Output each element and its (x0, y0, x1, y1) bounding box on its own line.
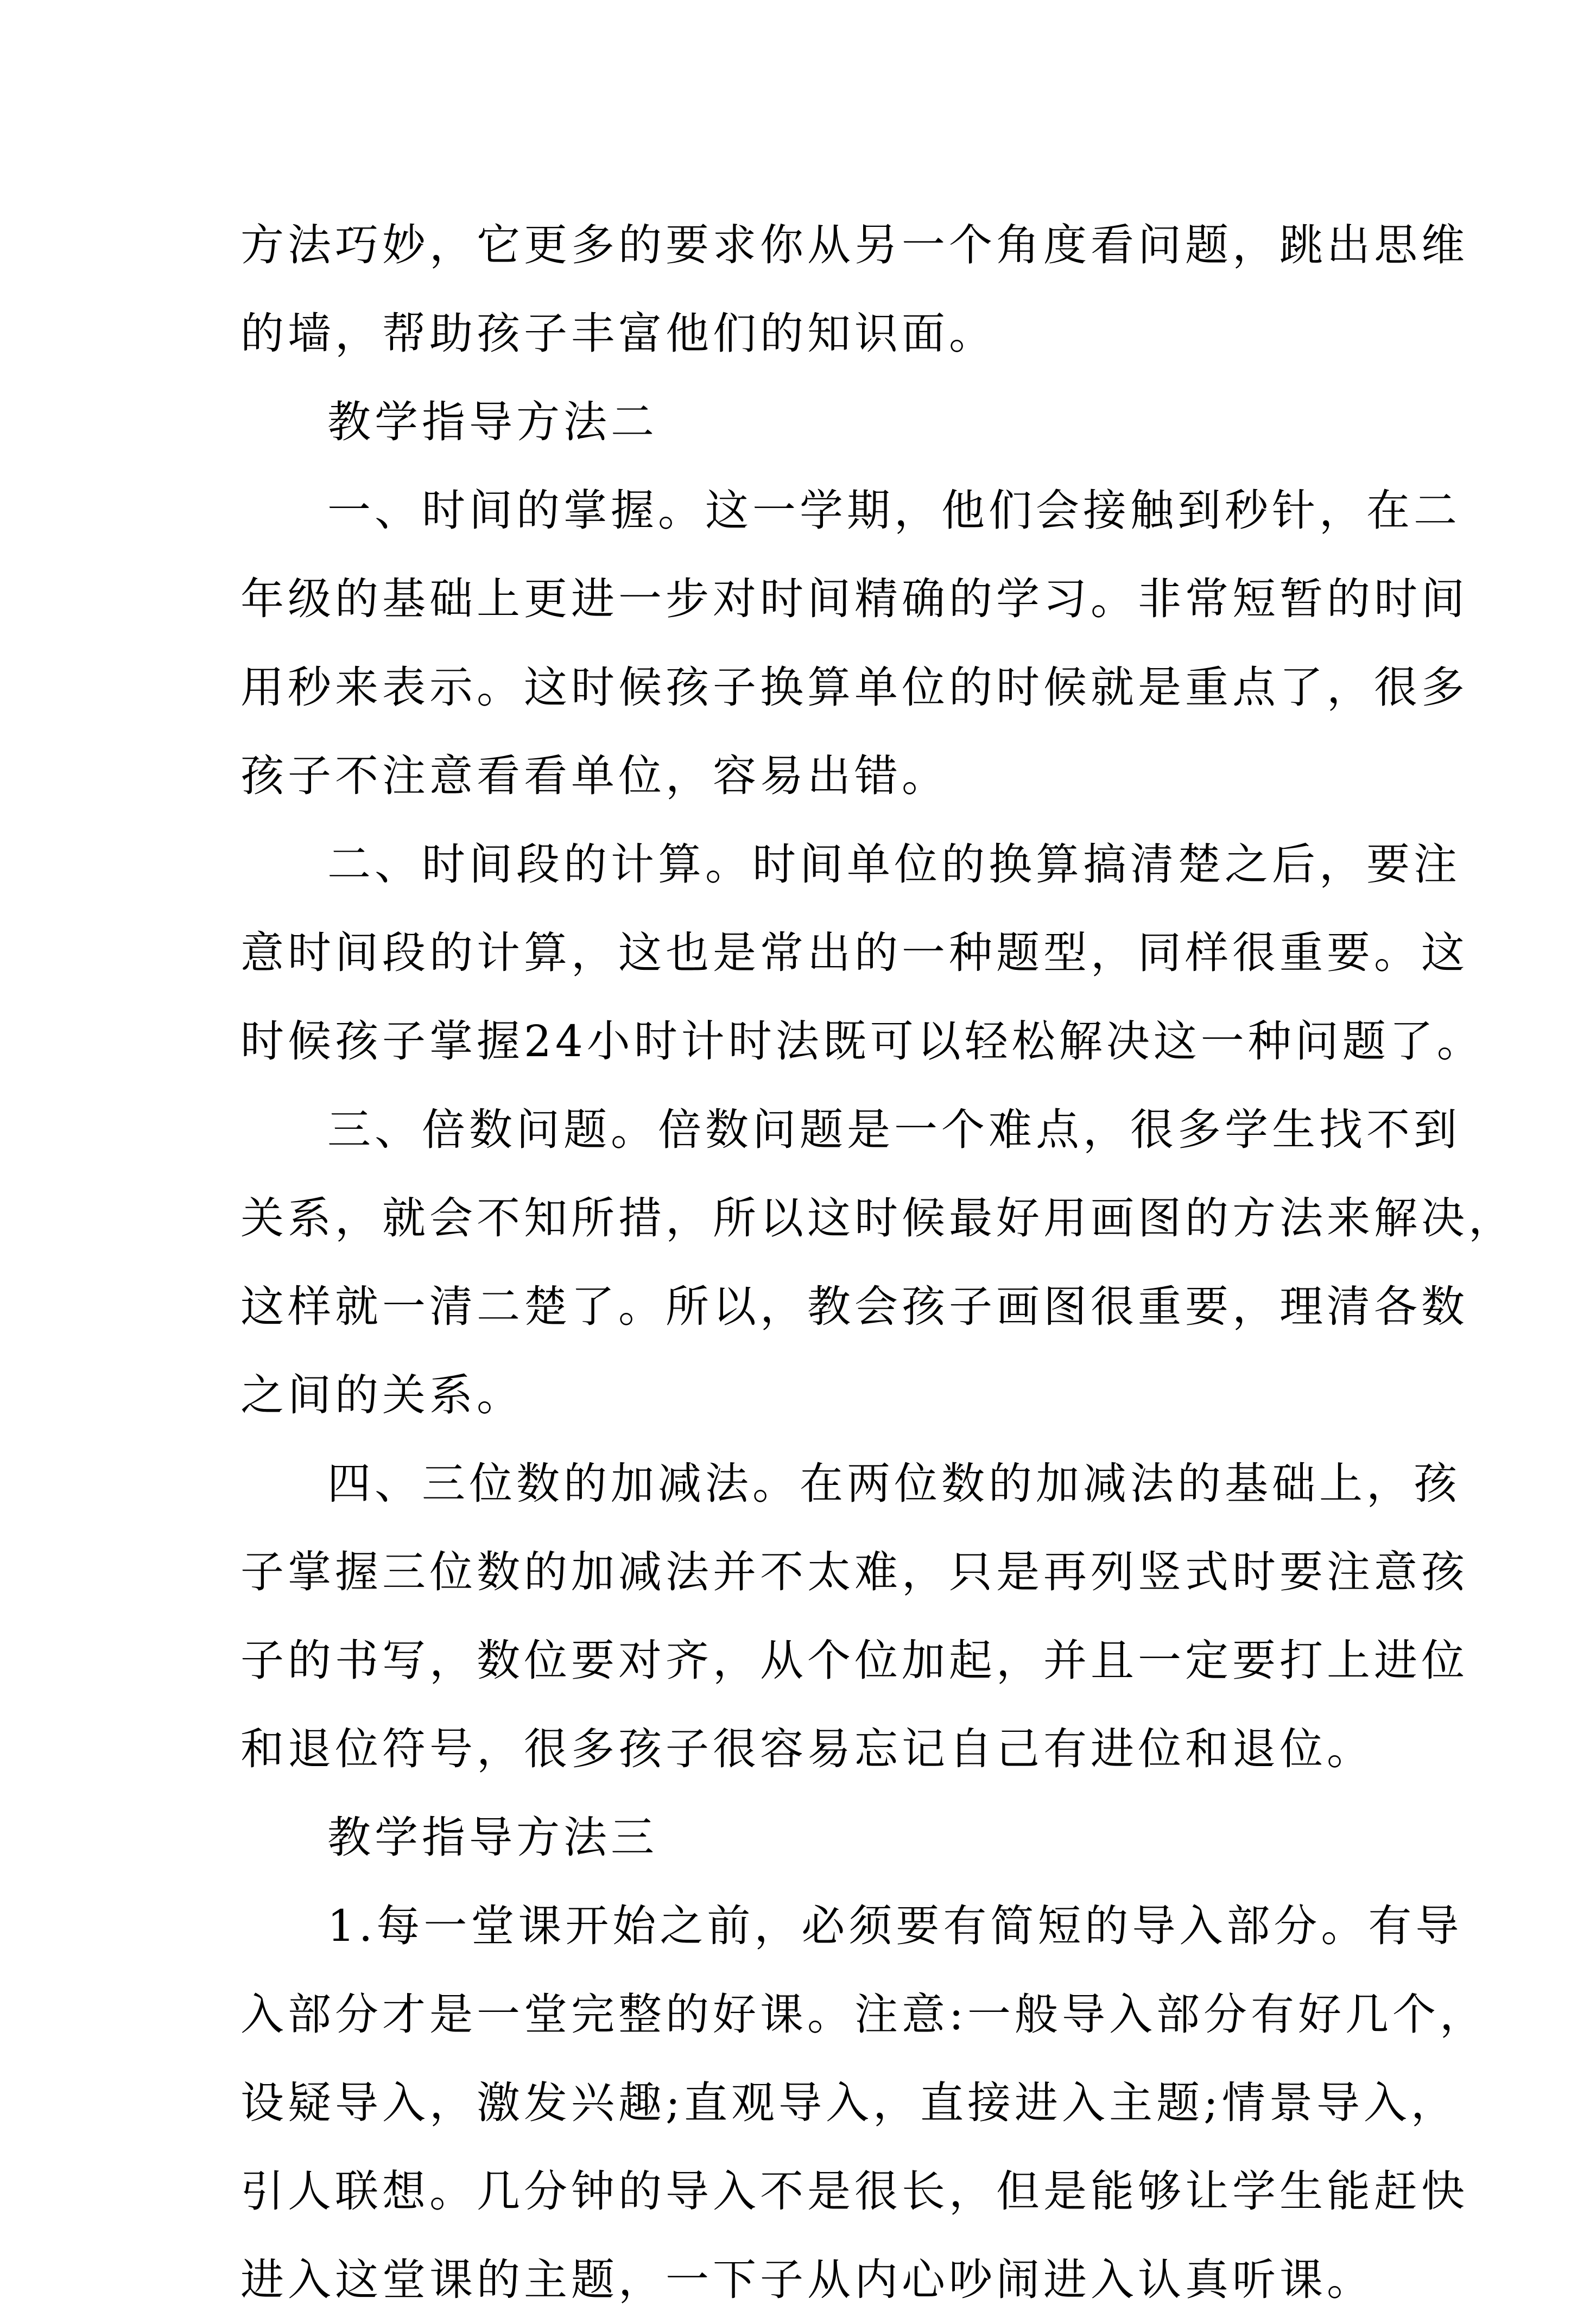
text-line: 入部分才是一堂完整的好课。注意:一般导入部分有好几个， (240, 1989, 1487, 2040)
text-line: 方法巧妙，它更多的要求你从另一个角度看问题，跳出思维 (240, 220, 1468, 270)
text-line: 的墙，帮助孩子丰富他们的知识面。 (240, 308, 996, 359)
text-line: 设疑导入，激发兴趣;直观导入，直接进入主题;情景导入， (240, 2078, 1458, 2128)
section-heading: 教学指导方法二 (327, 397, 658, 447)
text-line: 关系，就会不知所措，所以这时候最好用画图的方法来解决， (240, 1193, 1516, 1243)
text-line: 之间的关系。 (240, 1370, 524, 1420)
text-line: 意时间段的计算，这也是常出的一种题型，同样很重要。这 (240, 928, 1468, 978)
text-line: 孩子不注意看看单位，容易出错。 (240, 751, 949, 801)
text-line: 子掌握三位数的加减法并不太难，只是再列竖式时要注意孩 (240, 1547, 1468, 1597)
paragraph-start: 1.每一堂课开始之前，必须要有简短的导入部分。有导 (327, 1901, 1463, 1951)
document-body (240, 201, 1516, 2324)
paragraph-start: 三、倍数问题。倍数问题是一个难点，很多学生找不到 (327, 1104, 1461, 1155)
text-line: 和退位符号，很多孩子很容易忘记自己有进位和退位。 (240, 1724, 1374, 1774)
section-heading: 教学指导方法三 (327, 1812, 658, 1863)
text-line: 这样就一清二楚了。所以，教会孩子画图很重要，理清各数 (240, 1281, 1468, 1332)
paragraph-start: 四、三位数的加减法。在两位数的加减法的基础上，孩 (327, 1458, 1461, 1509)
text-line: 子的书写，数位要对齐，从个位加起，并且一定要打上进位 (240, 1635, 1468, 1686)
text-line: 年级的基础上更进一步对时间精确的学习。非常短暂的时间 (240, 574, 1468, 624)
text-line: 进入这堂课的主题，一下子从内心吵闹进入认真听课。 (240, 2255, 1374, 2305)
paragraph-start: 一、时间的掌握。这一学期，他们会接触到秒针，在二 (327, 485, 1461, 536)
text-line: 用秒来表示。这时候孩子换算单位的时候就是重点了，很多 (240, 662, 1468, 713)
text-line: 时候孩子掌握24小时计时法既可以轻松解决这一种问题了。 (240, 1016, 1484, 1066)
text-line: 引人联想。几分钟的导入不是很长，但是能够让学生能赶快 (240, 2166, 1468, 2217)
paragraph-start: 二、时间段的计算。时间单位的换算搞清楚之后，要注 (327, 839, 1461, 890)
